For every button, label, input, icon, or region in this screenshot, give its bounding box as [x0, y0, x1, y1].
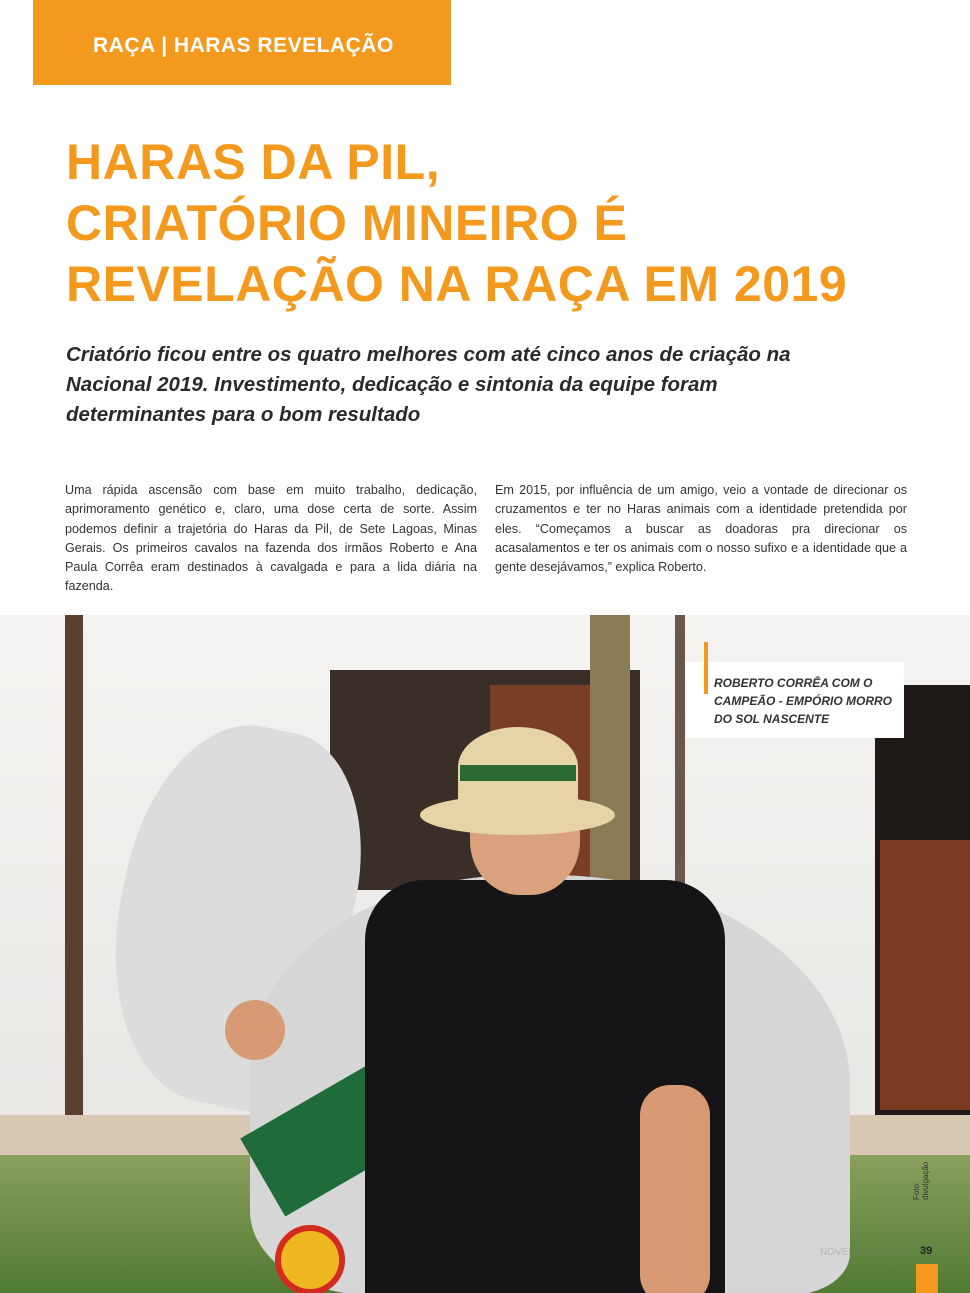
footer-month: NOVEMBRO 2019: [820, 1247, 904, 1258]
article-subtitle: Criatório ficou entre os quatro melhores com até cinco anos de criação na Nacional 2019. Investimento, dedicação e sintonia da equipe foram determinantes para o bom resultado: [66, 343, 791, 426]
page-tab-marker: [916, 1264, 938, 1293]
photo-caption: ROBERTO CORRÊA COM O CAMPEÃO - EMPÓRIO MORRO DO SOL NASCENTE: [686, 662, 904, 738]
page-number: 39: [920, 1245, 933, 1257]
title-line: REVELAÇÃO NA RAÇA EM 2019: [66, 256, 848, 312]
article-title: [66, 132, 847, 315]
title-line: HARAS DA PIL,: [66, 134, 441, 190]
body-column-2: Em 2015, por influência de um amigo, veio a vontade de direcionar os cruzamentos e ter no Haras animais com a identidade pretendida por eles. “Começamos a buscar as doadoras pra direcionar os acasalamentos e ter os animais com o nosso sufixo e a identidade que a gente desejávamos,” explica Roberto.: [495, 483, 907, 575]
title-line: CRIATÓRIO MINEIRO É: [66, 195, 628, 251]
photo-credit: Foto: divulgação: [912, 1161, 930, 1200]
section-header: RAÇA | HARAS REVELAÇÃO: [33, 0, 451, 85]
body-column-1: Uma rápida ascensão com base em muito trabalho, dedicação, aprimoramento genético e, claro, uma dose certa de sorte. Assim podemos definir a trajetória do Haras da Pil, de Sete Lagoas, Minas Gerais. Os primeiros cavalos na fazenda dos irmãos Roberto e Ana Paula Corrêa eram destinados à cavalgada e para a lida diária na fazenda.: [65, 483, 477, 594]
